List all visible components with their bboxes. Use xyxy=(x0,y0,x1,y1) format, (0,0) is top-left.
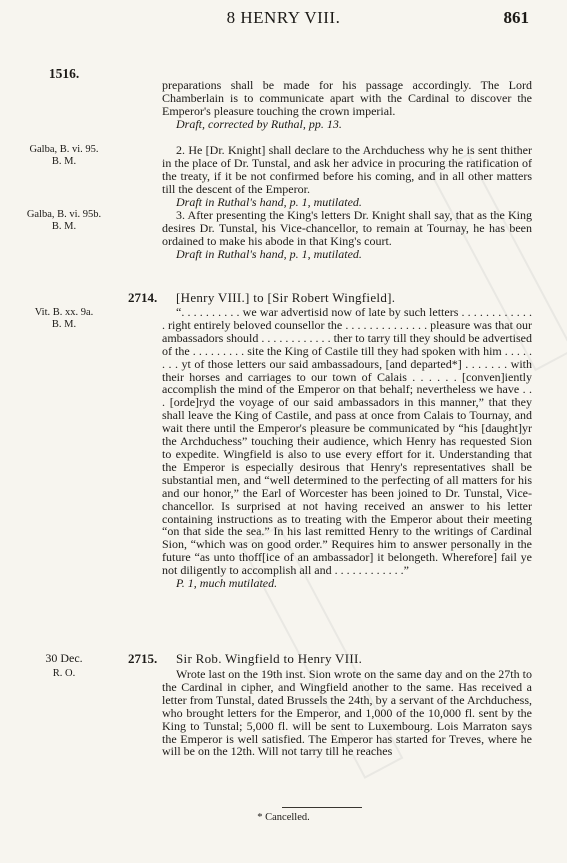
paragraph: 2. He [Dr. Knight] shall declare to the Archduchess why he is sent thither in the place of Dr. Tunstal, and ask her advice in procuring the ratification of the treaty, if it be not confirmed before his coming, and in all other matters till the descent of the Emperor. xyxy=(162,143,532,196)
margin-reference xyxy=(0,668,128,680)
source-note: Draft in Ruthal's hand, p. 1, mutilated. xyxy=(176,194,362,209)
running-head-title: 8 HENRY VIII. xyxy=(226,8,341,27)
margin-year: 1516. xyxy=(48,66,80,81)
letter-text: Wrote last on the 19th inst. Sion wrote on the same day and on the 27th to the Cardinal in cipher, and Wingfield another to the same. Has received a letter from Tunstal, dated Brussels the 24th, by a servant of the Archduchess, who brought letters for the Emperor, and 1,000 of the 10,000 fl. sent by the King to Tunstal; 5,000 fl. will be sent to Luxembourg. Lois Marraton says the Emperor is well satisfied. The Emperor has started for Treves, where he will be on the 12th. Will not tarry till he reaches xyxy=(162,667,532,759)
margin-ref-line: R. O. xyxy=(52,668,76,679)
entry-2714-body xyxy=(162,306,532,590)
margin-ref-line: B. M. xyxy=(51,221,77,232)
margin-ref-line: B. M. xyxy=(51,156,77,167)
source-note: Draft in Ruthal's hand, p. 1, mutilated. xyxy=(176,246,362,261)
footnote: * Cancelled. xyxy=(257,812,310,823)
paragraph-block-1 xyxy=(162,79,532,131)
entry-number: 2714. xyxy=(128,290,158,305)
margin-reference xyxy=(0,144,128,168)
page-number: 861 xyxy=(503,8,529,27)
paragraph: 3. After presenting the King's letters Dr. Knight shall say, that as the King desires Dr. Tunstal, his Vice-chancellor, to remain at Tournay, he has been ordained to make his abode in that King's court. xyxy=(162,208,532,248)
letter-text: “. . . . . . . . . . we war advertisid now of late by such letters . . . . . . . . . . . . . right entirely beloved counsellor the . . . . . . . . . . . . . . pleasure was that our ambassadors should . . . . . . . . . . . . ther to tarry till they should be advertised of the . . . . . . . . . site the King of Castile till they had spoken with him . . . . . . . . yt of those letters our said ambassadours, [and departed*] . . . . . . . with their horses and carriages to our town of Calais . . . . . . [conven]iently accomplish the mind of the Emperor on that behalf; nevertheless we have . . . [orde]ryd the voyage of our said ambassadors in this manner,” that they shall leave the King of Castile, and pass at once from Calais to Tournay, and wait there until the Emperor's pleasure be communicated by “his [daught]yr the Archduchess” touching their audience, which Henry has requested Sion to expedite. Wingfield is also to use every effort for it. Understanding that the Emperor is especially desirous that Henry's representatives shall be substantial men, and “well determined to the perfecting of all matters for his and our honor,” the Earl of Worcester has been joined to Dr. Tunstal, Vice-chancellor. Is surprised at not having received an answer to his letter containing instructions as to treating with the Emperor about their meeting “on that side the sea.” In his last remitted Henry to the writings of Cardinal Sion, “which was on good order.” Requires him to answer personally in the future “as unto thoff[ice of an ambassador] it belongeth. Wherefore] fail ye not diligently to accomplish all and . . . . . . . . . . . .” xyxy=(162,305,532,578)
entry-heading: [Henry VIII.] to [Sir Robert Wingfield]. xyxy=(176,290,396,305)
entry-date: 30 Dec. xyxy=(45,651,83,665)
entry-heading: Sir Rob. Wingfield to Henry VIII. xyxy=(176,651,363,666)
entry-number: 2715. xyxy=(128,651,158,666)
margin-ref-line: B. M. xyxy=(51,319,77,330)
margin-ref-line: Galba, B. vi. 95. xyxy=(29,144,99,155)
running-head xyxy=(0,6,567,32)
margin-ref-line: Galba, B. vi. 95b. xyxy=(26,209,102,220)
paragraph: preparations shall be made for his passage accordingly. The Lord Chamberlain is to communicate apart with the Cardinal to discover the Emperor's pleasure touching the crown imperial. xyxy=(162,78,532,118)
source-note: P. 1, much mutilated. xyxy=(176,576,278,591)
margin-reference xyxy=(0,209,128,233)
footnote-rule xyxy=(282,807,362,808)
margin-reference xyxy=(0,307,128,331)
margin-ref-line: Vit. B. xx. 9a. xyxy=(34,307,94,318)
source-note: Draft, corrected by Ruthal, pp. 13. xyxy=(176,116,342,131)
